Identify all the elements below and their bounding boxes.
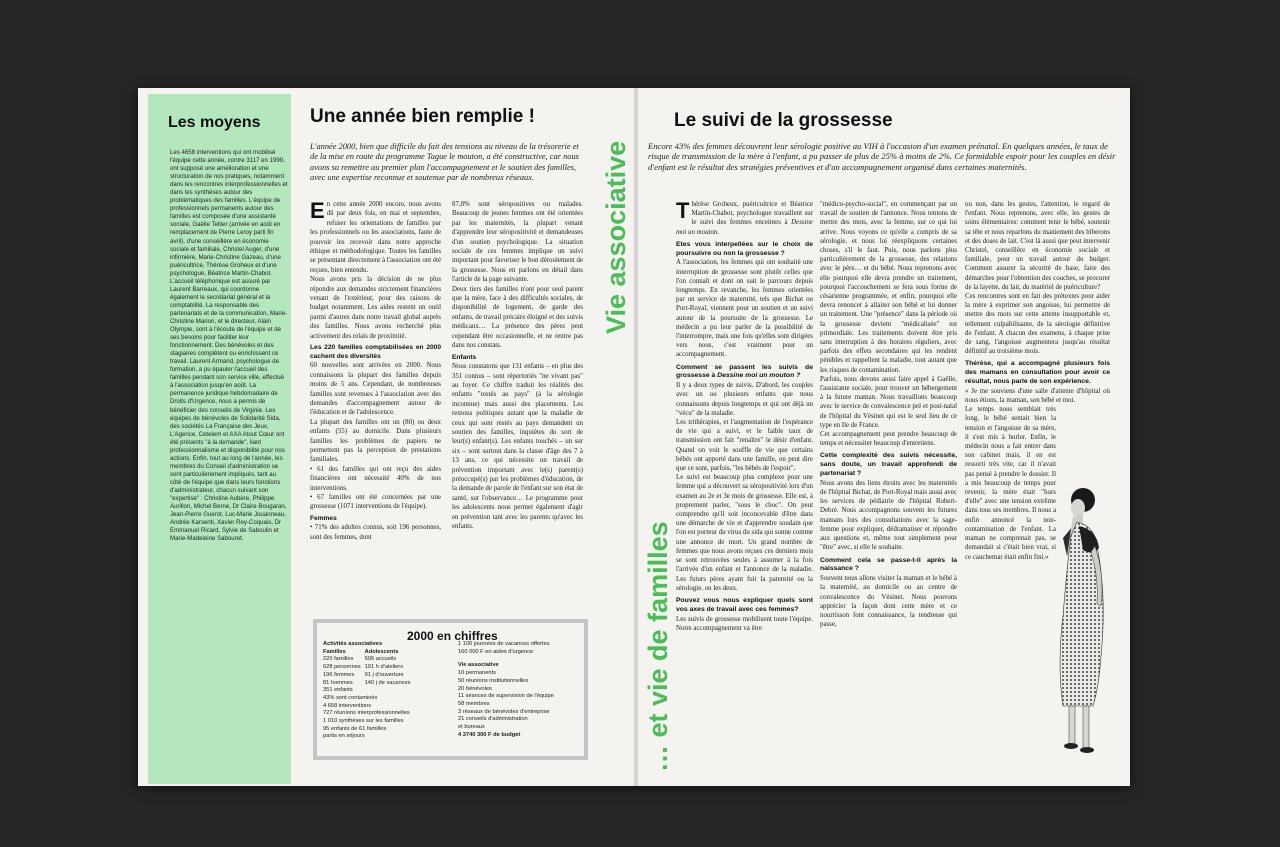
- stats-line: 10 permanents: [458, 670, 496, 677]
- question-heading: [676, 364, 813, 382]
- paragraph-text: hérèse Groheux, puéricultrice et Béatrice Martin-Chabot, psychologue travaillent sur le suivi des femmes enceintes à: [691, 201, 813, 227]
- stats-cell: 91 j d'ouverture: [364, 671, 404, 678]
- sidebar-text: Les 4658 interventions qui ont mobilisé l'équipe cette année, contre 3117 en 1999, ont supposé une amélioration et une structuration de nos pratiques, notamment dans les rencontres interprofessionnelles et dans les synthèses autour des problématiques des familles. L'équipe de professionnels permanents autour des familles est composée d'une assistante sociale, Gaëlle Tellier (arrivée en août en remplacement de Pierre Leroy parti fin avril), d'une conseillère en économie sociale et familiale, Christel Auger, d'une infirmière, Marie-Christine Gazeau, d'une puéricultrice, Thérèse Groheux et d'une psychologue, Béatrice Martin-Chabot. L'accueil téléphonique est assuré par Laurent Barreaux, qui coordonne également le secrétariat général et la comptabilité. La responsable des partenariats et de la communication, Marie-Christine Marion, et le directeur, Alain Olympie, sont à l'écoute de l'équipe et de ses besoins pour faciliter leur fonctionnement. Des bénévoles et des stagiaires complètent ou enrichissent ce travail. Laurent Armand, psychologue de formation, a pu épauler l'accueil des familles pendant son service ville, effectué à l'association jusqu'en août. La permanence juridique hebdomadaire de Droits d'Urgence, nous a permis de bénéficier des conseils de Virginie. Les équipes de bénévoles de Solidarité Sida, des sociétés La Française des Jeux, L'Agence, Cetelem et AXA Atout Cœur ont été présents "à la demande", liant professionnalisme et disponibilité pour nos actions. Enfin, tout au long de l'année, les membres du Conseil d'administration se sont particulièrement impliqués, tant au côté de l'équipe que dans leurs fonctions d'administrateur, chacun suivant son "expertise" : Christine Aubère, Philippe Aurillon, Michel Berne, Dr Claire Bougaran, Jean-Pierre Guerot, Luc-Marie Jouanneau, Andrée Karsenti, Xavier Rey-Coquais, Dr Emmanuel Ricard, Sylvie de Saboulin et Marie-Madeleine Sabouret.: [170, 149, 288, 543]
- paragraph: Nous avons pris la décision de ne plus répondre aux demandes strictement financières venant de l'extérieur, pour des raisons de budget notamment. Les aides restent un outil parmi d'autres dans notre travail global auprès des familles. Nous avons recherché plus activement des relais de proximité.: [310, 276, 441, 340]
- stats-line: 21 conseils d'administration: [458, 716, 528, 723]
- paragraph: Les trithérapies, et l'augmentation de l'espérance de vie qui a suivi, et le faible taux de transmission ont fait "renaître" le désir d'enfant. Quand on voit le souffle de vie que certains bébés ont apporté dans une famille, on peut dire que ce sont, parfois, "les bébés de l'espoir".: [676, 419, 813, 473]
- left-column-1: [310, 200, 441, 618]
- stats-line: 1 106 journées de vacances offertes: [458, 641, 550, 647]
- paragraph: Souvent nous allons visiter la maman et le bébé à la maternité, au domicile ou au centre de convalescence du Vésinet. Nous pouvons apprécier la façon dont cette mère et ce nourrisson font connaissance, la tendresse qui passe,: [820, 575, 957, 629]
- stats-cell: 351 enfants: [323, 687, 353, 694]
- pregnant-woman-illustration-icon: [1033, 486, 1115, 766]
- stats-label: Vie associative: [458, 662, 499, 669]
- page-gutter: [633, 88, 639, 786]
- stats-left: [323, 641, 473, 741]
- section-heading: Femmes: [310, 514, 337, 522]
- stats-line: 43% sont contaminés: [323, 694, 378, 701]
- drop-cap: E: [310, 200, 325, 223]
- left-page-intro: L'année 2000, bien que difficile du fait des tensions au niveau de la trésorerie et de la mise en route du programme Tague le mouton, a été constructive, car nous avons su remettre au premier plan l'accompagnement et le soutien des familles, avec une expertise reconnue et soutenue par de nombreux réseaux.: [310, 142, 579, 182]
- paragraph-italic: Dessine moi un mouton.: [676, 219, 813, 236]
- stats-line: 20 bénévoles: [458, 685, 492, 692]
- left-page-title: Une année bien remplie !: [310, 106, 535, 127]
- stats-line: 58 membres: [458, 700, 490, 707]
- stats-label: Familles: [323, 648, 346, 655]
- stats-label: Adolescents: [364, 648, 399, 655]
- sidebar-body: [170, 149, 288, 543]
- paragraph: Ces rencontres sont en fait des prétextes pour aider la mère à exprimer son angoisse, lui permettre de mettre des mots sur cette attente insupportable et, tellement culpabilisante, de la sérologie définitive de l'enfant. A chacun des examens, à chaque prise de sang, l'angoisse augmentera jusqu'au résultat définitif au troisième mois.: [965, 293, 1110, 356]
- stats-cell: 506 accueils: [364, 656, 397, 663]
- paragraph: Les suivis de grossesse mobilisent toute l'équipe. Notre accompagnement va être: [676, 615, 813, 632]
- paragraph: • 61 des familles qui ont reçu des aides financières ont nécessité 40% de nos interventions.: [310, 465, 441, 492]
- right-column-2: [820, 200, 957, 772]
- stats-line: 4 658 interventions: [323, 702, 372, 709]
- left-column-2: [452, 200, 583, 618]
- question-heading: Etes vous interpellées sur le choix de poursuivre ou non la grossesse ?: [676, 240, 813, 257]
- stats-label: Activités associatives: [323, 641, 383, 647]
- right-page-intro: Encore 43% des femmes découvrent leur sérologie positive au VIH à l'occasion d'un examen prénatal. En quelques années, le taux de risque de transmission de la mère à l'enfant, a pu passer de plus de 25% à moins de 2%. Ce formidable espoir pour les couples en désir d'enfant est le résultat des stratégies préventives et d'un accompagnement organisé dans certaines maternités.: [648, 141, 1116, 172]
- paragraph: Parfois, nous devons aussi faire appel à Gaëlle, l'assistante sociale, pour trouver un hébergement à la future maman. Nous travaillons beaucoup avec le service de convalescence pré et post-natal de l'hôpital du Vésinet qui est le seul lieu de ce type en Ile de France.: [820, 375, 957, 429]
- heading-text: Comment se passent les suivis de grossesse à: [676, 363, 813, 380]
- stats-table: [323, 649, 415, 695]
- stats-line: 727 réunions interprofessionnelles: [323, 710, 410, 717]
- sidebar-les-moyens: [148, 94, 291, 784]
- right-column-1: [676, 200, 813, 772]
- question-heading: Cette complexité des suivis nécessite, sans doute, un travail approfondi de partenariat ?: [820, 452, 957, 478]
- sidebar-title: Les moyens: [168, 114, 261, 131]
- paragraph: Il y a deux types de suivis. D'abord, les couples avec un ou plusieurs enfants que nous connaissons depuis longtemps et qui ont déjà un "vécu" de la maladie.: [676, 382, 813, 417]
- brochure-spread: [138, 88, 1130, 786]
- paragraph: 60 nouvelles sont arrivées en 2000. Nous connaissons la plupart des familles depuis moins de 5 ans. Cependant, de nombreuses familles sont revenues à l'association avec des demandes d'accompagnement autour de l'éducation et de l'adolescence.: [310, 362, 441, 417]
- question-heading: Thérèse, qui a accompagné plusieurs fois des mamans en consultation pour avoir ce résultat, nous parle de son expérience.: [965, 360, 1110, 386]
- paragraph: A l'association, les femmes qui ont souhaité une interruption de grossesse sont plutôt celles que l'on connaît et dont on suit le parcours depuis longtemps. En revanche, les femmes orientées par un service de maternité, tels que Bichat ou Port-Royal, viennent pour un soutien et un suivi autour de la poursuite de la grossesse. Le médecin a pu leur parler de la possibilité de l'interrompre, mais une fois qu'elles sont dirigées vers nous, c'est vraiment pour un accompagnement.: [676, 259, 813, 359]
- stats-cell: 81 hommes: [323, 679, 353, 686]
- section-heading: Les 220 familles comptabilisées en 2000 cachent des diversités: [310, 344, 441, 360]
- paragraph: • 67 familles ont été concernées par une grossesse (1071 interventions de l'équipe).: [310, 493, 441, 511]
- stats-box-title: 2000 en chiffres: [407, 629, 498, 643]
- question-heading: Comment cela se passe-t-il après la naissance ?: [820, 556, 957, 573]
- stats-cell: 196 femmes: [323, 671, 355, 678]
- stats-line: 160 000 F en aides d'urgence: [458, 648, 534, 655]
- paragraph: "médico-psycho-social", en commençant par un travail de soutien de l'annonce. Nous tentons de mettre des mots, avec la femme, sur ce qui lui arrive. Nous voyons ce qu'elle a compris de sa sérologie, et nous lui réexpliquons certaines choses, s'il le faut. Puis, nous parlons plus particulièrement de la grossesse, des relations avec le père… et du bébé. Nous reprenons avec elle pourquoi elle devra prendre un traitement, pourquoi l'accouchement se fera sous forme de césarienne programmée, et enfin, pourquoi elle devra renoncer à allaiter son bébé et lui donner un traitement. Une "présence" dans la période où la grossesse devient "médicalisée" est primordiale. Les traitements doivent être pris sans interruption à des horaires réguliers, avec parfois des effets secondaires qui les rendent pénibles et rappellent la maladie, tout autant que les risques de contamination.: [820, 201, 957, 374]
- stats-line: 95 enfants de 61 familles: [323, 725, 387, 732]
- paragraph: 87,8% sont séropositives ou malades. Beaucoup de jeunes femmes ont été orientées par les maternités, la plupart venant d'apprendre leur séropositivité et demandeuses d'un soutien psychologique. La situation sociale de ces femmes implique un suivi important pour favoriser le bon déroulement de la grossesse. Nous en parlons en détail dans l'article de la page suivante.: [452, 201, 583, 284]
- paragraph: • 71% des adultes connus, soit 196 personnes, sont des femmes, dont: [310, 524, 441, 541]
- stats-line: 3 réseaux de bénévoles d'entreprise: [458, 708, 550, 715]
- paragraph: ou non, dans les gestes, l'attention, le regard de l'enfant. Nous reprenons, avec elle, les gestes de soins élémentaires: comment tenir le bébé, soutenir sa tête et nous reparlons du maniement des biberons et des doses de lait. C'est là aussi que peut intervenir Christel, conseillère en économie sociale et familiale, pour un travail autour du budget. Comment assurer la sécurité de base, faire des démarches pour l'obtention des couches, se procurer de la layette, du lait, du matériel de puériculture?: [965, 201, 1110, 291]
- paragraph: Le suivi est beaucoup plus complexe pour une femme qui a découvert sa séropositivité lors d'un examen au 2e et 3e mois de grossesse. Elle est, à proprement parler, "sous le choc". On peut comprendre qu'il soit inconcevable d'être dans une démarche de vie et d'apprendre soudain que l'on est porteur du virus du sida qui sonne comme une annonce de mort. Un grand nombre de femmes que nous avons reçues ces derniers mois se sont retrouvées seules à assumer à la fois l'arrivée d'un enfant et l'annonce de la maladie. Les futurs pères ayant fuit la paternité ou la sérologie, ou les deux.: [676, 474, 813, 592]
- stats-line: 50 réunions institutionnelles: [458, 677, 529, 684]
- paragraph: La plupart des familles ont un (80) ou deux enfants (55) au domicile. Dans plusieurs familles les problèmes de papiers ne permettent pas la perception de prestations familiales.: [310, 418, 441, 464]
- vertical-heading-vie-associative: Vie associative: [601, 140, 631, 334]
- heading-italic: Dessine moi un mouton ?: [717, 372, 801, 380]
- paragraph: Nous constatons que 131 enfants – en plus des 351 connus – sont répertoriés "ne vivant pas" au foyer. Ce chiffre traduit les réalités des enfants "restés au pays" (à la sérologie inconnue) mais aussi des placements. Les remous politiques autant que la maladie de ceux qui sont restés au pays demandent un soutien des familles, inquiètes du sort de leur(s) enfant(s). Les enfants touchés – un sur six – sont surtout dans la classe d'âge des 7 à 13 ans, ce qui nécessite un travail de prévention important avec le(s) parent(s) préoccupé(s) par les problèmes d'éducation, de la demande de parole de l'enfant sur son état de santé, sur l'observance… Le programme pour les adolescents nous permet également d'agir en prévention tant avec les parents qu'avec les enfants.: [452, 363, 583, 530]
- stats-line: partis en séjours: [323, 733, 365, 740]
- paragraph: Le temps nous semblait très long, le bébé sentait bien la tension et l'angoisse de sa mère, il s'est mis à hurler. Enfin, le médecin nous a fait entrer dans son cabinet mais, il en est ressorti très vite, car il n'avait pas pensé à prendre le dossier. Il a mis beaucoup de temps pour revenir, la mère était "hors d'elle" avec une tension extrême dans tous ses membres. Il nous a enfin annoncé la non-contamination de l'enfant. La maman ne comprenait pas, se demandait si c'était bien vrai, si ce cauchemar était enfin fini.»: [965, 406, 1056, 561]
- stats-cell: 220 familles: [323, 656, 354, 663]
- right-page-title: Le suivi de la grossesse: [674, 110, 893, 131]
- paragraph: Nous avons des liens étroits avec les maternités de l'hôpital Bichat, de Port-Royal mais aussi avec les services de pédiatrie de l'hôpital Robert-Debré. Nous accompagnons souvent les futures mamans lors des consultations avec la sage-femme pour expliquer, dédramatiser et répondre aux questions et, même tout simplement pour "être" avec, si elle le souhaite.: [820, 479, 957, 552]
- paragraph-text: n cette année 2000 encore, nous avons dû par deux fois, en mai et septembre, refuser les orientations de familles par les professionnels ou les associations, faute de pouvoir les recevoir dans notre approche éthique et méthodologique. Toutes les familles se présentant directement à l'association ont été reçues, bien entendu.: [310, 201, 441, 274]
- stats-cell: 191 h d'ateliers: [364, 664, 404, 671]
- section-heading: Enfants: [452, 353, 477, 361]
- stats-line: 1 010 synthèses sur les familles: [323, 718, 404, 725]
- drop-cap: T: [676, 200, 690, 223]
- paragraph: [310, 200, 441, 275]
- stats-cell: 140 j de vacances: [364, 679, 411, 686]
- paragraph: Deux tiers des familles n'ont pour seul parent que la mère, face à des difficultés sociales, de disponibilité de logement, de garde des enfants, de travail précaire éloigné et des suivis médicaux… La présence des pères peut cependant être occasionnelle, et ne rentre pas dans nos constats.: [452, 285, 583, 350]
- paragraph: Cet accompagnement peut prendre beaucoup de temps et nécessiter beaucoup d'entretiens.: [820, 431, 957, 448]
- stats-box: [313, 619, 588, 760]
- vertical-heading-vie-familles: … et vie de familles: [643, 521, 673, 772]
- stats-right: [458, 641, 588, 739]
- budget-line: 4 3740 300 F de budget: [458, 731, 521, 738]
- stats-line: et bureaux: [458, 724, 485, 731]
- stats-line: 11 séances de supervision de l'équipe: [458, 693, 554, 700]
- stats-cell: [365, 687, 415, 695]
- stats-cell: 628 personnes: [323, 664, 361, 671]
- paragraph: « Je me souviens d'une salle d'attente d'hôpital où nous étions, la maman, son bébé et moi.: [965, 387, 1110, 405]
- question-heading: Pouvez vous nous expliquer quels sont vos axes de travail avec ces femmes?: [676, 596, 813, 613]
- paragraph: [676, 200, 813, 237]
